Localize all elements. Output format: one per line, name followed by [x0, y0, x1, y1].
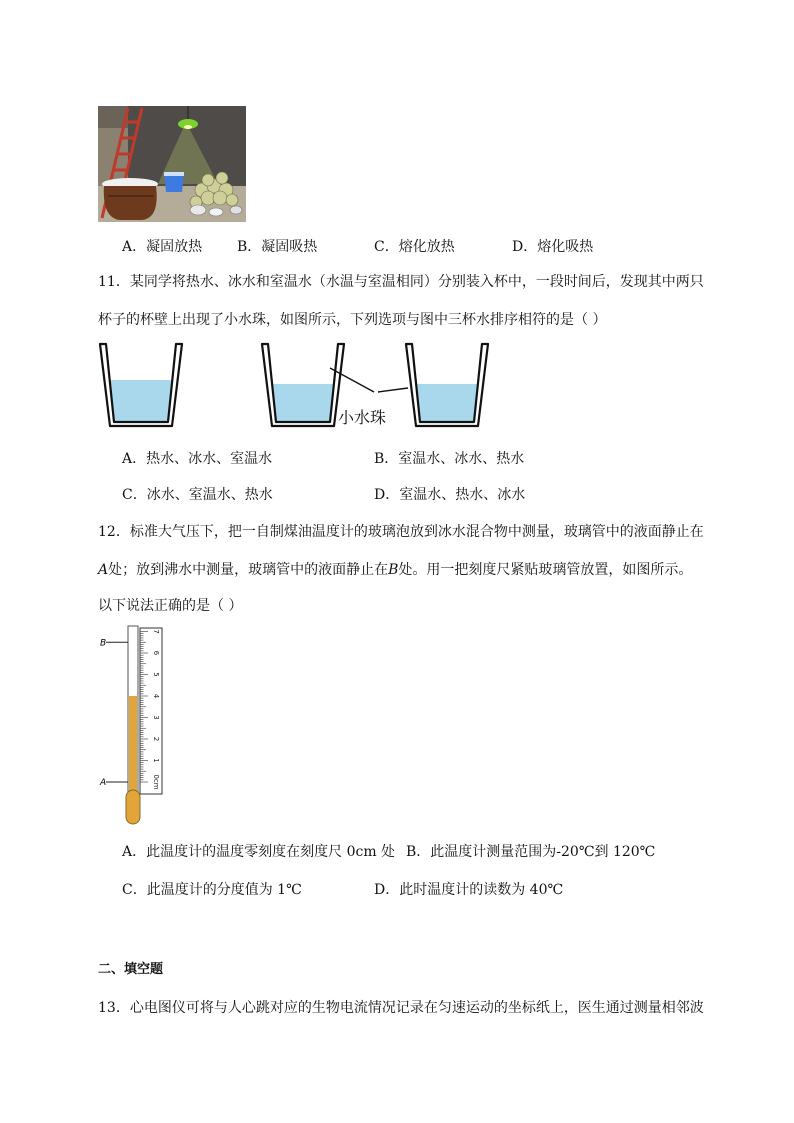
q11-option-a[interactable]: A．热水、冰水、室温水: [122, 451, 273, 467]
q12-thermometer-figure: [96, 622, 176, 828]
q10-picture: [98, 106, 246, 222]
q12-option-c[interactable]: C．此温度计的分度值为 1℃: [122, 882, 302, 898]
q12-stem-line-1: 12．标准大气压下，把一自制煤油温度计的玻璃泡放到冰水混合物中测量，玻璃管中的液面静止在: [98, 524, 704, 540]
cup-2: [262, 344, 344, 426]
thermometer-tube: [126, 626, 140, 824]
cup-1: [100, 344, 182, 426]
q12-stem-line-2: A处；放到沸水中测量，玻璃管中的液面静止在B处。用一把刻度尺紧贴玻璃管放置，如图所示。: [98, 562, 693, 578]
q12-option-d[interactable]: D．此时温度计的读数为 40℃: [374, 882, 564, 898]
q11-stem-line-2: 杯子的杯壁上出现了小水珠，如图所示，下列选项与图中三杯水排序相符的是（ ）: [98, 312, 607, 328]
q10-option-a[interactable]: A．凝固放热: [122, 239, 203, 255]
ruler-label-6: 6: [152, 650, 160, 656]
q11-option-d[interactable]: D．室温水、热水、冰水: [374, 487, 526, 503]
cup-3: [406, 344, 488, 426]
q11-droplets-label: 小水珠: [338, 408, 387, 427]
q11-option-c[interactable]: C．冰水、室温水、热水: [122, 487, 273, 503]
ruler-label-1: 1: [152, 758, 160, 763]
marker-b: B: [100, 638, 107, 649]
q12-point-b: B: [388, 562, 399, 578]
section-title-fill-in: 二、填空题: [98, 962, 164, 977]
q12-point-a: A: [98, 562, 109, 578]
marker-a: A: [100, 778, 107, 788]
q13-stem-line-1: 13．心电图仪可将与人心跳对应的生物电流情况记录在匀速运动的坐标纸上，医生通过测量相邻波: [98, 1000, 704, 1016]
ruler-label-4: 4: [152, 693, 160, 699]
ruler-label-7: 7: [152, 629, 160, 634]
q12-option-a[interactable]: A．此温度计的温度零刻度在刻度尺 0cm 处: [122, 844, 396, 860]
ruler-label-2: 2: [152, 736, 160, 742]
q11-cups-figure: [96, 340, 496, 436]
q12-option-b[interactable]: B．此温度计测量范围为-20℃到 120℃: [406, 844, 656, 860]
q10-option-d[interactable]: D．熔化吸热: [512, 239, 594, 255]
q11-stem-line-1: 11．某同学将热水、冰水和室温水（水温与室温相同）分别装入杯中，一段时间后，发现其中两只: [98, 274, 704, 290]
ruler: [140, 628, 162, 794]
q11-option-b[interactable]: B．室温水、冰水、热水: [374, 451, 525, 467]
ruler-label-0: 0cm: [152, 774, 160, 790]
q12-stem-line-3: 以下说法正确的是（ ）: [98, 598, 243, 614]
ruler-label-3: 3: [152, 715, 160, 720]
q10-option-c[interactable]: C．熔化放热: [374, 239, 455, 255]
q10-option-b[interactable]: B．凝固吸热: [237, 239, 318, 255]
ruler-label-5: 5: [152, 672, 160, 677]
